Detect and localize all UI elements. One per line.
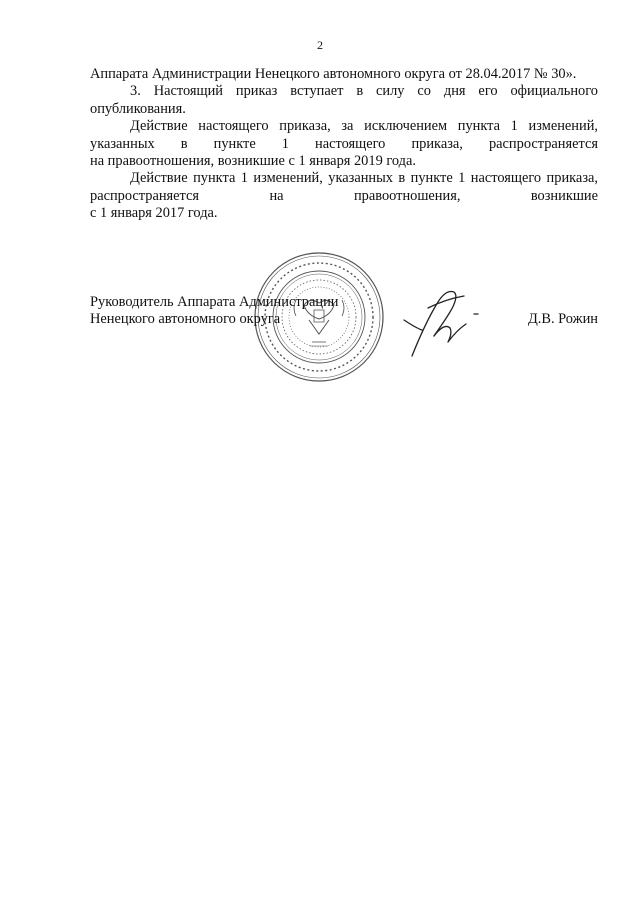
- paragraph-action-2017-part2: с 1 января 2017 года.: [90, 205, 218, 222]
- document-body: [90, 66, 598, 223]
- paragraph-reference: Аппарата Администрации Ненецкого автономного округа от 28.04.2017 № 30».: [90, 66, 577, 82]
- paragraph-action-2019-part2: на правоотношения, возникшие с 1 января 2019 года.: [90, 153, 416, 170]
- paragraph-effective-date: 3. Настоящий приказ вступает в силу со дня его официального опубликования.: [90, 83, 598, 117]
- signatory-title-line1: Руководитель Аппарата Администрации: [90, 294, 339, 310]
- paragraph-action-2019-part1: Действие настоящего приказа, за исключением пункта 1 изменений, указанных в пункте 1 настоящего приказа, распространяется: [90, 118, 598, 152]
- signature-block: [90, 294, 598, 329]
- signatory-name: Д.В. Рожин: [527, 311, 598, 328]
- paragraph-action-2017-part1: Действие пункта 1 изменений, указанных в пункте 1 настоящего приказа, распространяется на правоотношения, возникшие: [90, 170, 598, 204]
- signatory-title-line2: Ненецкого автономного округа: [90, 311, 281, 328]
- page-number: 2: [317, 38, 323, 52]
